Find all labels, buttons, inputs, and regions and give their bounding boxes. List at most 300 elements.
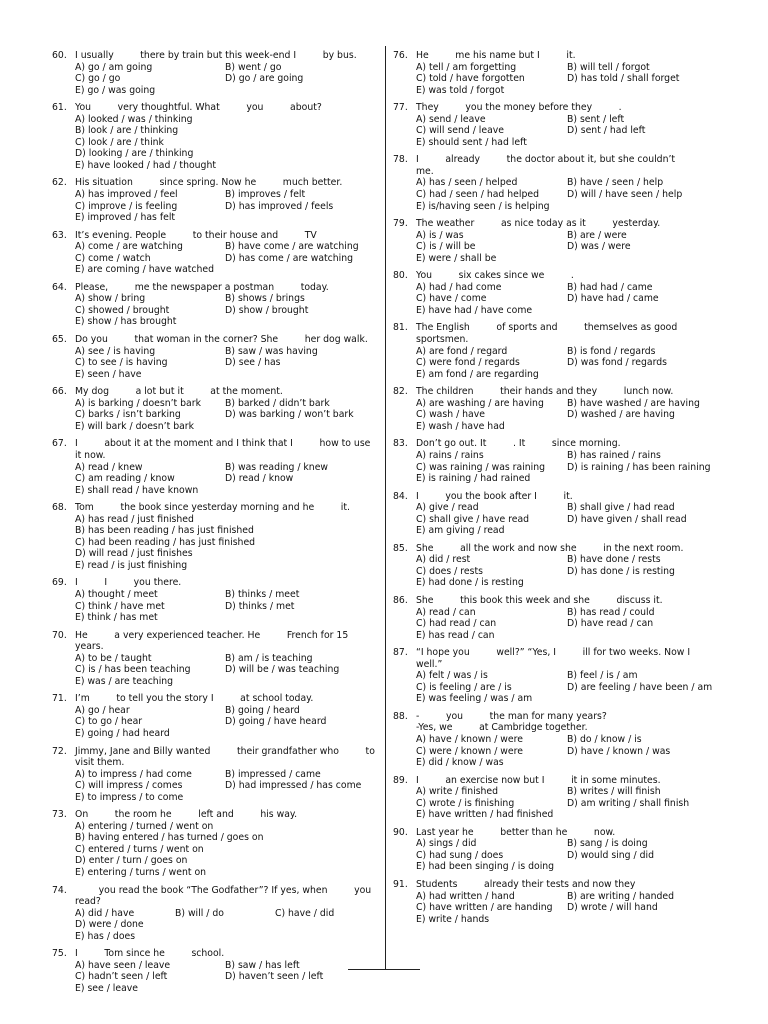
- answer-option[interactable]: D) have given / shall read: [567, 513, 687, 525]
- answer-option[interactable]: C) shall give / have read: [416, 513, 530, 525]
- answer-option[interactable]: D) have read / can: [567, 618, 654, 630]
- answer-option[interactable]: C) told / have forgotten: [416, 73, 525, 85]
- question-text: Students already their tests and now they: [416, 879, 636, 890]
- answer-option[interactable]: B) have washed / are having: [567, 397, 700, 409]
- question-stem: [52, 745, 378, 769]
- question-number: 73.: [52, 809, 67, 821]
- answer-options: [52, 589, 375, 624]
- answer-options: [393, 891, 718, 926]
- question-stem: [52, 577, 375, 589]
- answer-option[interactable]: C) had sung / does: [416, 849, 504, 861]
- question-text: you read the book “The Godfather”? If yes, when you read?: [75, 884, 375, 908]
- question-item: [393, 218, 718, 264]
- question-item: [52, 693, 375, 739]
- answer-option[interactable]: E) shall read / have known: [75, 484, 199, 496]
- question-text: Do you that woman in the corner? She her dog walk.: [75, 334, 368, 346]
- answer-options: [52, 705, 375, 740]
- question-number: 80.: [393, 270, 408, 282]
- question-number: 74.: [52, 884, 67, 896]
- answer-option[interactable]: C) is / will be: [416, 241, 476, 253]
- answer-options: [393, 62, 718, 97]
- question-number: 76.: [393, 50, 408, 61]
- answer-option[interactable]: B) saw / was having: [225, 345, 318, 357]
- answer-option[interactable]: D) will be / was teaching: [225, 664, 340, 676]
- answer-option[interactable]: E) show / has brought: [75, 316, 177, 328]
- answer-option[interactable]: B) has been reading / has just finished: [75, 525, 254, 537]
- answer-option[interactable]: C) to go / hear: [75, 716, 143, 728]
- question-number: 84.: [393, 490, 408, 502]
- question-stem: [52, 50, 375, 62]
- answer-option[interactable]: D) was barking / won’t bark: [225, 409, 354, 421]
- answer-option[interactable]: B) sent / left: [567, 113, 625, 125]
- answer-option[interactable]: C) showed / brought: [75, 304, 170, 316]
- answer-option[interactable]: B) are / were: [567, 229, 627, 241]
- answer-option[interactable]: C) have / come: [416, 293, 487, 305]
- question-text: I’m to tell you the story I at school today.: [75, 693, 314, 705]
- answer-option[interactable]: E) will bark / doesn’t bark: [75, 420, 195, 432]
- question-stem: [52, 630, 375, 653]
- question-text: Jimmy, Jane and Billy wanted their grandfather who to visit them.: [75, 745, 378, 769]
- answer-option[interactable]: E) was feeling / was / am: [416, 693, 533, 705]
- answer-option[interactable]: A) felt / was / is: [416, 670, 488, 682]
- answer-option[interactable]: C) will impress / comes: [75, 780, 183, 792]
- question-stem: [393, 711, 718, 734]
- question-text: I about it at the moment and I think that I how to use it now.: [75, 438, 374, 461]
- answer-option[interactable]: B) writes / will finish: [567, 786, 661, 798]
- answer-option[interactable]: A) see / is having: [75, 345, 156, 357]
- answer-option[interactable]: E) seen / have: [75, 368, 142, 380]
- question-number: 81.: [393, 322, 408, 334]
- question-number: 64.: [52, 281, 67, 293]
- answer-option[interactable]: E) go / was going: [75, 84, 156, 96]
- question-number: 66.: [52, 386, 67, 398]
- answer-option[interactable]: B) going / heard: [225, 704, 300, 716]
- question-stem: [393, 386, 718, 398]
- question-item: [52, 809, 375, 878]
- question-text: His situation since spring. Now he much better.: [75, 177, 343, 189]
- question-number: 83.: [393, 438, 408, 450]
- answer-option[interactable]: D) going / have heard: [225, 716, 327, 728]
- answer-option[interactable]: B) went / go: [225, 61, 282, 73]
- question-number: 86.: [393, 594, 408, 606]
- answer-option[interactable]: D) was / were: [567, 241, 631, 253]
- answer-option[interactable]: B) barked / didn’t bark: [225, 397, 330, 409]
- answer-option[interactable]: B) improves / felt: [225, 189, 306, 201]
- answer-option[interactable]: B) impressed / came: [225, 768, 321, 780]
- answer-options: [393, 607, 718, 642]
- answer-options: [393, 177, 718, 212]
- question-text: The weather as nice today as it yesterday.: [416, 218, 661, 230]
- question-stem: [393, 270, 718, 282]
- question-number: 71.: [52, 693, 67, 705]
- question-number: 88.: [393, 710, 408, 722]
- answer-option[interactable]: A) thought / meet: [75, 588, 158, 600]
- answer-option[interactable]: B) feel / is / am: [567, 670, 638, 682]
- question-stem: [393, 879, 718, 891]
- answer-option[interactable]: C) had been reading / has just finished: [75, 536, 256, 548]
- answer-option[interactable]: E) is/having seen / is helping: [416, 200, 550, 212]
- answer-options: [393, 786, 718, 821]
- question-text: I already the doctor about it, but she couldn’t me.: [416, 154, 702, 177]
- answer-options: [52, 769, 375, 804]
- question-stem: [393, 50, 718, 62]
- question-item: [393, 647, 718, 705]
- answer-option[interactable]: B) will tell / forgot: [567, 61, 650, 73]
- question-item: [393, 438, 718, 484]
- question-number: 78.: [393, 154, 408, 166]
- answer-option[interactable]: C) go / go: [75, 73, 121, 85]
- answer-option[interactable]: C) barks / isn’t barking: [75, 409, 181, 421]
- answer-option[interactable]: E) improved / has felt: [75, 212, 176, 224]
- question-stem: [52, 102, 375, 114]
- right-column: [393, 50, 718, 931]
- answer-option[interactable]: B) has read / could: [567, 606, 655, 618]
- question-text: I I you there.: [75, 577, 182, 589]
- answer-option[interactable]: B) shows / brings: [225, 293, 305, 305]
- answer-option[interactable]: E) has read / can: [416, 629, 495, 641]
- answer-option[interactable]: C) entered / turns / went on: [75, 843, 204, 855]
- answer-option[interactable]: D) has told / shall forget: [567, 73, 680, 85]
- question-number: 75.: [52, 948, 67, 960]
- answer-option[interactable]: A) have / known / were: [416, 733, 523, 745]
- answer-option[interactable]: B) thinks / meet: [225, 588, 300, 600]
- question-item: [393, 711, 718, 769]
- question-text: She all the work and now she in the next room.: [416, 542, 684, 554]
- question-item: [52, 230, 375, 276]
- answer-option[interactable]: E) write / hands: [416, 913, 490, 925]
- answer-option[interactable]: A) has read / just finished: [75, 513, 194, 525]
- answer-option[interactable]: D) sent / had left: [567, 125, 646, 137]
- answer-options: [393, 450, 718, 485]
- answer-option[interactable]: C) look / are / think: [75, 136, 164, 148]
- answer-option[interactable]: D) read / know: [225, 473, 294, 485]
- question-item: [393, 322, 718, 380]
- question-text: I an exercise now but I it in some minutes.: [416, 774, 661, 786]
- answer-option[interactable]: A) read / can: [416, 606, 476, 618]
- question-item: [52, 948, 375, 994]
- answer-option[interactable]: A) is / was: [416, 229, 464, 241]
- question-text: My dog a lot but it at the moment.: [75, 386, 283, 398]
- answer-option[interactable]: D) am writing / shall finish: [567, 797, 690, 809]
- answer-options: [393, 734, 718, 769]
- answer-option[interactable]: A) go / hear: [75, 704, 130, 716]
- question-text: They you the money before they .: [416, 102, 622, 114]
- answer-option[interactable]: A) show / bring: [75, 293, 146, 305]
- answer-option[interactable]: E) have looked / had / thought: [75, 159, 216, 171]
- question-text: He me his name but I it.: [416, 50, 576, 61]
- answer-option[interactable]: A) did / have: [75, 907, 135, 919]
- answer-options: [393, 230, 718, 265]
- answer-option[interactable]: E) is raining / had rained: [416, 473, 531, 485]
- question-item: [393, 50, 718, 96]
- question-item: [393, 775, 718, 821]
- question-number: 87.: [393, 647, 408, 659]
- answer-option[interactable]: A) go / am going: [75, 61, 153, 73]
- question-number: 67.: [52, 438, 67, 450]
- answer-option[interactable]: A) are fond / regard: [416, 345, 508, 357]
- answer-option[interactable]: D) looking / are / thinking: [75, 148, 194, 160]
- question-stem: [52, 693, 375, 705]
- answer-option[interactable]: E) should sent / had left: [416, 136, 527, 148]
- answer-option[interactable]: B) is fond / regards: [567, 345, 656, 357]
- question-text: Please, me the newspaper a postman today.: [75, 281, 329, 293]
- answer-option[interactable]: C) have written / are handing: [416, 902, 553, 914]
- question-item: [52, 745, 378, 804]
- question-text: You six cakes since we .: [416, 270, 574, 282]
- answer-option[interactable]: C) come / watch: [75, 252, 151, 264]
- answer-option[interactable]: C) were fond / regards: [416, 357, 520, 369]
- question-text: The children their hands and they lunch now.: [416, 386, 674, 398]
- question-item: [52, 438, 375, 496]
- answer-option[interactable]: E) think / has met: [75, 612, 158, 624]
- answer-option[interactable]: D) would sing / did: [567, 849, 655, 861]
- answer-option[interactable]: E) am giving / read: [416, 525, 505, 537]
- question-item: [52, 282, 375, 328]
- answer-option[interactable]: A) sings / did: [416, 838, 477, 850]
- answer-option[interactable]: A) to impress / had come: [75, 768, 192, 780]
- answer-option[interactable]: A) has / seen / helped: [416, 177, 518, 189]
- question-stem: [393, 775, 718, 787]
- question-stem: [52, 809, 375, 821]
- answer-option[interactable]: D) has come / are watching: [225, 252, 354, 264]
- answer-option[interactable]: E) had done / is resting: [416, 577, 524, 589]
- answer-option[interactable]: C) wrote / is finishing: [416, 797, 515, 809]
- question-number: 65.: [52, 334, 67, 346]
- answer-option[interactable]: D) haven’t seen / left: [225, 971, 324, 983]
- answer-option[interactable]: B) sang / is doing: [567, 838, 648, 850]
- answer-option[interactable]: B) was reading / knew: [225, 461, 329, 473]
- answer-option[interactable]: C) is feeling / are / is: [416, 681, 512, 693]
- question-stem: [52, 282, 375, 294]
- answer-option[interactable]: C) had read / can: [416, 618, 497, 630]
- answer-option[interactable]: C) think / have met: [75, 600, 165, 612]
- answer-option[interactable]: B) are writing / handed: [567, 890, 675, 902]
- answer-option[interactable]: E) am fond / are regarding: [416, 368, 539, 380]
- answer-options: [52, 908, 375, 943]
- question-item: [52, 502, 375, 571]
- answer-option[interactable]: D) will read / just finishes: [75, 548, 193, 560]
- answer-options: [52, 398, 375, 433]
- answer-option[interactable]: E) entering / turns / went on: [75, 867, 207, 878]
- answer-option[interactable]: D) enter / turn / goes on: [75, 855, 188, 867]
- answer-option[interactable]: D) was fond / regards: [567, 357, 667, 369]
- column-divider: [385, 46, 386, 970]
- question-number: 77.: [393, 102, 408, 114]
- question-text: The English of sports and themselves as good sportsmen.: [416, 322, 681, 346]
- answer-option[interactable]: D) have had / came: [567, 293, 659, 305]
- answer-options: [52, 62, 375, 97]
- answer-option[interactable]: D) have / known / was: [567, 745, 671, 757]
- question-item: [393, 154, 718, 212]
- answer-option[interactable]: B) have come / are watching: [225, 241, 359, 253]
- answer-option[interactable]: B) am / is teaching: [225, 652, 313, 664]
- answer-option[interactable]: A) write / finished: [416, 786, 499, 798]
- question-number: 61.: [52, 102, 67, 114]
- left-column: [52, 50, 378, 1000]
- answer-option[interactable]: A) are washing / are having: [416, 397, 544, 409]
- answer-option[interactable]: E) was told / forgot: [416, 84, 505, 96]
- question-number: 68.: [52, 502, 67, 514]
- question-stem: [393, 218, 718, 230]
- question-number: 90.: [393, 826, 408, 838]
- answer-option[interactable]: A) have seen / leave: [75, 959, 171, 971]
- question-text: She this book this week and she discuss it.: [416, 594, 663, 606]
- answer-option[interactable]: A) give / read: [416, 502, 479, 514]
- answer-option[interactable]: B) do / know / is: [567, 733, 642, 745]
- answer-options: [52, 960, 375, 995]
- question-number: 85.: [393, 542, 408, 554]
- question-stem: [52, 230, 375, 242]
- answer-option[interactable]: B) has rained / rains: [567, 449, 661, 461]
- answer-options: [52, 462, 375, 497]
- answer-option[interactable]: D) are feeling / have been / am: [567, 681, 713, 693]
- answer-option[interactable]: E) has / does: [75, 930, 136, 942]
- answer-options: [52, 241, 375, 276]
- answer-option[interactable]: D) is raining / has been raining: [567, 461, 711, 473]
- answer-option[interactable]: E) wash / have had: [416, 420, 505, 432]
- answer-option[interactable]: D) will / have seen / help: [567, 189, 683, 201]
- question-text: I Tom since he school.: [75, 948, 225, 960]
- answer-options: [393, 670, 718, 705]
- question-stem: [393, 595, 718, 607]
- question-text: It’s evening. People to their house and TV: [75, 229, 317, 241]
- answer-option[interactable]: E) are coming / have watched: [75, 264, 215, 276]
- answer-option[interactable]: E) going / had heard: [75, 727, 170, 739]
- question-item: [393, 595, 718, 641]
- answer-option[interactable]: B) had had / came: [567, 281, 653, 293]
- question-stem: [52, 502, 375, 514]
- answer-options: [393, 346, 718, 381]
- question-stem: [52, 885, 375, 908]
- question-item: [52, 885, 375, 943]
- answer-options: [52, 189, 375, 224]
- answer-options: [52, 293, 375, 328]
- question-text: “I hope you well?” “Yes, I ill for two weeks. Now I well.”: [416, 647, 717, 670]
- answer-option[interactable]: E) have had / have come: [416, 304, 533, 316]
- answer-option[interactable]: A) rains / rains: [416, 449, 484, 461]
- answer-option[interactable]: D) has improved / feels: [225, 200, 334, 212]
- answer-option[interactable]: C) hadn’t seen / left: [75, 971, 168, 983]
- question-item: [52, 630, 375, 688]
- answer-option[interactable]: A) read / knew: [75, 461, 143, 473]
- question-stem: [393, 543, 718, 555]
- question-item: [393, 102, 718, 148]
- question-item: [52, 577, 375, 623]
- answer-option[interactable]: D) go / are going: [225, 73, 304, 85]
- question-number: 60.: [52, 50, 67, 61]
- answer-option[interactable]: E) see / leave: [75, 982, 139, 994]
- answer-option[interactable]: A) send / leave: [416, 113, 486, 125]
- question-item: [393, 386, 718, 432]
- question-text: Last year he better than he now.: [416, 826, 616, 838]
- question-number: 69.: [52, 577, 67, 589]
- answer-option[interactable]: A) is barking / doesn’t bark: [75, 397, 201, 409]
- question-number: 63.: [52, 229, 67, 241]
- question-text: I usually there by train but this week-end I by bus.: [75, 50, 357, 61]
- answer-option[interactable]: E) was / are teaching: [75, 675, 174, 687]
- answer-options: [52, 346, 375, 381]
- answer-option[interactable]: D) had impressed / has come: [225, 780, 362, 792]
- answer-option[interactable]: A) had written / hand: [416, 890, 515, 902]
- question-text: On the room he left and his way.: [75, 809, 298, 821]
- answer-option[interactable]: D) thinks / met: [225, 600, 295, 612]
- answer-option[interactable]: B) will / do: [174, 907, 224, 919]
- answer-option[interactable]: E) were / shall be: [416, 252, 497, 264]
- answer-option[interactable]: D) show / brought: [225, 304, 309, 316]
- answer-option[interactable]: B) have done / rests: [567, 554, 661, 566]
- answer-option[interactable]: C) to see / is having: [75, 357, 168, 369]
- answer-option[interactable]: C) is / has been teaching: [75, 664, 191, 676]
- answer-option[interactable]: B) saw / has left: [225, 959, 300, 971]
- question-stem: [52, 438, 375, 461]
- question-stem: [393, 322, 718, 345]
- question-stem: [393, 491, 718, 503]
- answer-option[interactable]: A) has improved / feel: [75, 189, 178, 201]
- question-item: [52, 177, 375, 223]
- answer-option[interactable]: D) see / has: [225, 357, 281, 369]
- question-item: [52, 386, 375, 432]
- answer-option[interactable]: A) entering / turned / went on: [75, 820, 214, 832]
- question-text: He a very experienced teacher. He French for 15 years.: [75, 629, 352, 653]
- answer-option[interactable]: D) has done / is resting: [567, 565, 675, 577]
- question-stem: [52, 948, 375, 960]
- answer-option[interactable]: B) having entered / has turned / goes on: [75, 832, 264, 844]
- answer-option[interactable]: A) tell / am forgetting: [416, 61, 517, 73]
- question-number: 62.: [52, 177, 67, 189]
- answer-option[interactable]: C) were / known / were: [416, 745, 523, 757]
- answer-option[interactable]: A) looked / was / thinking: [75, 113, 193, 125]
- answer-option[interactable]: B) shall give / had read: [567, 502, 675, 514]
- question-stem: [393, 154, 718, 177]
- answer-option[interactable]: E) have written / had finished: [416, 809, 554, 821]
- answer-option[interactable]: C) have / did: [274, 907, 335, 919]
- question-number: 91.: [393, 879, 408, 890]
- answer-option[interactable]: A) had / had come: [416, 281, 502, 293]
- answer-option[interactable]: B) look / are / thinking: [75, 125, 179, 137]
- answer-option[interactable]: C) wash / have: [416, 409, 485, 421]
- answer-option[interactable]: E) did / know / was: [416, 757, 504, 769]
- answer-option[interactable]: A) to be / taught: [75, 652, 152, 664]
- question-number: 70.: [52, 629, 67, 641]
- answer-option[interactable]: C) improve / is feeling: [75, 200, 178, 212]
- answer-option[interactable]: B) have / seen / help: [567, 177, 664, 189]
- question-number: 89.: [393, 774, 408, 786]
- answer-option[interactable]: C) does / rests: [416, 565, 483, 577]
- answer-option[interactable]: C) am reading / know: [75, 473, 175, 485]
- answer-option[interactable]: E) had been singing / is doing: [416, 861, 555, 873]
- answer-option[interactable]: C) was raining / was raining: [416, 461, 546, 473]
- question-stem: [52, 334, 375, 346]
- answer-option[interactable]: A) did / rest: [416, 554, 471, 566]
- answer-option[interactable]: C) had / seen / had helped: [416, 189, 539, 201]
- answer-options: [52, 514, 375, 572]
- answer-option[interactable]: E) to impress / to come: [75, 791, 184, 803]
- question-item: [52, 102, 375, 171]
- answer-option[interactable]: D) washed / are having: [567, 409, 675, 421]
- answer-option[interactable]: C) will send / leave: [416, 125, 505, 137]
- question-item: [52, 50, 375, 96]
- answer-option[interactable]: D) were / done: [75, 919, 144, 931]
- answer-option[interactable]: D) wrote / will hand: [567, 902, 658, 914]
- question-item: [393, 491, 718, 537]
- question-text: Tom the book since yesterday morning and he it.: [75, 502, 350, 514]
- question-number: 79.: [393, 218, 408, 230]
- question-text: I you the book after I it.: [416, 490, 573, 502]
- answer-option[interactable]: A) come / are watching: [75, 241, 183, 253]
- question-number: 82.: [393, 386, 408, 398]
- question-item: [393, 543, 718, 589]
- answer-option[interactable]: E) read / is just finishing: [75, 559, 188, 571]
